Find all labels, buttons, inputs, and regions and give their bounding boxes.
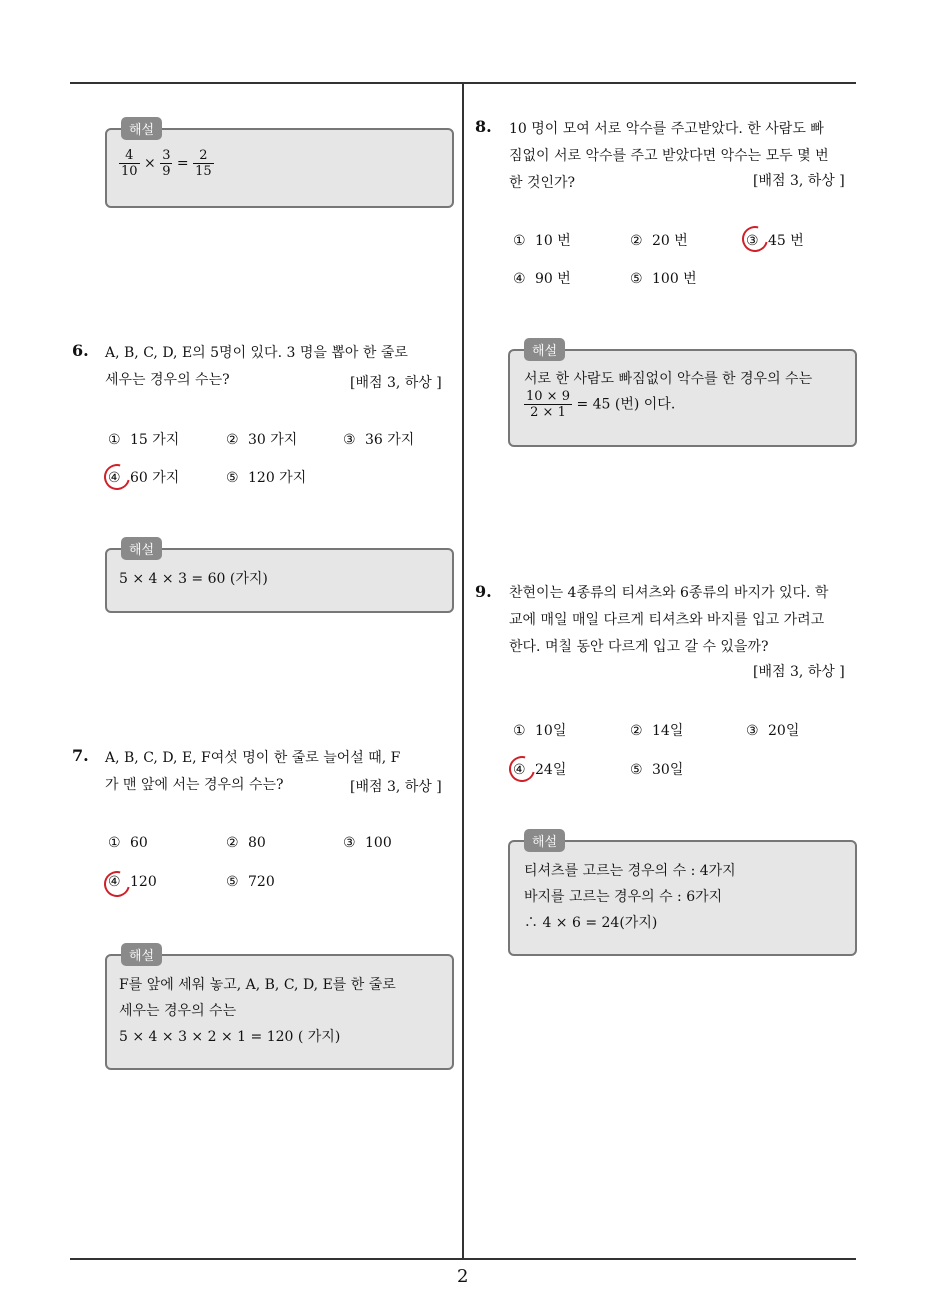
points-label: [배점 3, 하상 ] [350, 375, 442, 391]
page-number: 2 [457, 1266, 469, 1287]
q7-solution-text: F를 앞에 세워 놓고, A, B, C, D, E를 한 줄로 세우는 경우의 수는 5 × 4 × 3 × 2 × 1 = 120 ( 가지) [119, 977, 396, 1045]
fraction: $\frac{4}{10}$ [121, 148, 138, 179]
option-3[interactable]: ③ 20일 [746, 723, 800, 739]
option-3[interactable]: ③ 36 가지 [343, 432, 415, 448]
points-label: [배점 3, 하상 ] [753, 664, 845, 680]
option-5[interactable]: ⑤ 720 [226, 874, 275, 890]
fraction: $\frac{2}{15}$ [195, 148, 212, 179]
q6-solution-text: 5 × 4 × 3 = 60 (가지) [119, 571, 268, 587]
q7-solution-box [105, 949, 454, 1070]
fraction: $\frac{3}{9}$ [162, 148, 171, 179]
question-text: 10 명이 모여 서로 악수를 주고받았다. 한 사람도 빠 짐없이 서로 악수를 주고 받았다면 악수는 모두 몇 번 한 것인가? [509, 121, 829, 191]
q6-solution-box [105, 543, 454, 613]
solution-tag: 해설 [524, 829, 565, 852]
answer-mark-circle [99, 459, 135, 495]
q5-solution-math: $\frac{4}{10}$ × $\frac{3}{9}$ = $\frac{2}{15}$ [121, 148, 212, 179]
solution-tag: 해설 [121, 117, 162, 140]
option-4[interactable]: ④ 90 번 [513, 271, 571, 287]
q9-solution-box [508, 835, 857, 956]
answer-mark-circle [99, 866, 135, 902]
answer-mark-circle [504, 751, 540, 787]
option-4[interactable]: ④ 60 가지 [108, 470, 180, 486]
solution-tag: 해설 [524, 338, 565, 361]
question-text: A, B, C, D, E, F여섯 명이 한 줄로 늘어설 때, F 가 맨 앞에 서는 경우의 수는? [105, 750, 401, 793]
option-1[interactable]: ① 10일 [513, 723, 567, 739]
column-divider [462, 83, 464, 1258]
solution-tag: 해설 [121, 943, 162, 966]
bottom-rule [70, 1258, 856, 1260]
fraction: $\frac{10 \times 9}{2 \times 1}$ [526, 389, 570, 420]
option-2[interactable]: ② 80 [226, 835, 266, 851]
points-label: [배점 3, 하상 ] [350, 779, 442, 795]
option-2[interactable]: ② 30 가지 [226, 432, 298, 448]
answer-mark-circle [737, 221, 773, 257]
question-number: 6. [72, 341, 89, 360]
option-2[interactable]: ② 14일 [630, 723, 684, 739]
option-4[interactable]: ④ 120 [108, 874, 157, 890]
option-3[interactable]: ③ 45 번 [746, 233, 804, 249]
option-1[interactable]: ① 10 번 [513, 233, 571, 249]
option-1[interactable]: ① 15 가지 [108, 432, 180, 448]
option-4[interactable]: ④ 24일 [513, 762, 567, 778]
solution-tag: 해설 [121, 537, 162, 560]
q8-solution-text: 서로 한 사람도 빠짐없이 악수를 한 경우의 수는 $\frac{10 \times 9}{2 \times 1}$ = 45 (번) 이다. [524, 371, 813, 420]
question-number: 8. [475, 117, 492, 136]
option-3[interactable]: ③ 100 [343, 835, 392, 851]
option-2[interactable]: ② 20 번 [630, 233, 688, 249]
q9-solution-text: 티셔츠를 고르는 경우의 수 : 4가지 바지를 고르는 경우의 수 : 6가지 ∴ 4 × 6 = 24(가지) [524, 863, 736, 931]
option-1[interactable]: ① 60 [108, 835, 148, 851]
question-number: 9. [475, 582, 492, 601]
question-text: A, B, C, D, E의 5명이 있다. 3 명을 뽑아 한 줄로 세우는 경우의 수는? [105, 345, 408, 388]
option-5[interactable]: ⑤ 100 번 [630, 271, 697, 287]
question-number: 7. [72, 746, 89, 765]
q5-solution-box [105, 123, 454, 208]
option-5[interactable]: ⑤ 30일 [630, 762, 684, 778]
q8-solution-box [508, 344, 857, 447]
points-label: [배점 3, 하상 ] [753, 173, 845, 189]
question-text: 찬현이는 4종류의 티셔츠와 6종류의 바지가 있다. 학 교에 매일 매일 다르게 티셔츠와 바지를 입고 가려고 한다. 며칠 동안 다르게 입고 갈 수 있을까? [509, 585, 829, 655]
option-5[interactable]: ⑤ 120 가지 [226, 470, 307, 486]
